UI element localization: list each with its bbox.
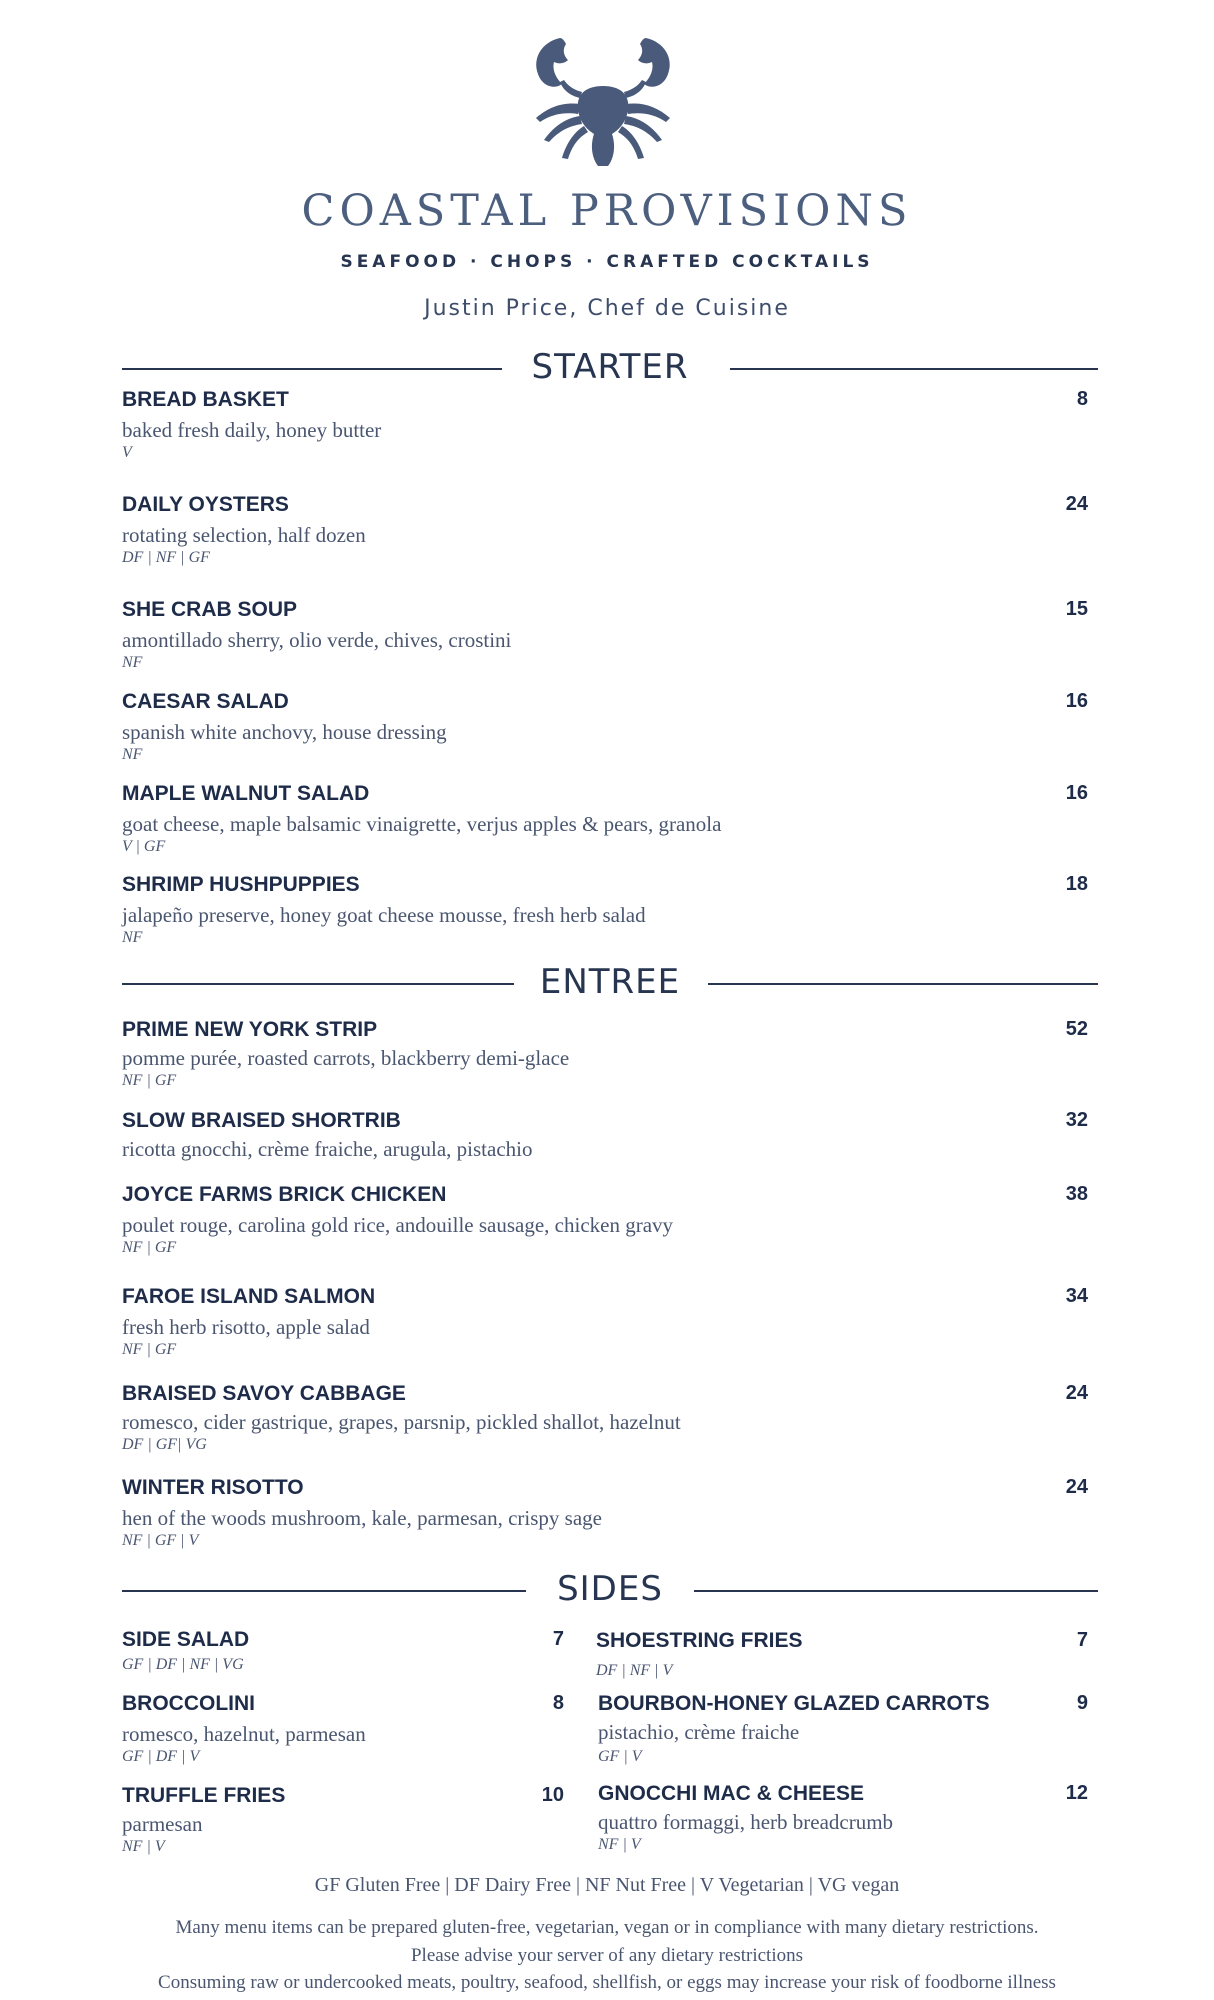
menu-item [122, 598, 1098, 682]
section-title-entree: ENTREE [539, 962, 681, 1002]
item-description: fresh herb risotto, apple salad [122, 1315, 370, 1339]
menu-item [598, 1692, 1088, 1776]
menu-item [122, 1692, 568, 1776]
menu-item [598, 1782, 1088, 1866]
item-name: JOYCE FARMS BRICK CHICKEN [122, 1183, 447, 1206]
menu-item [122, 1476, 1098, 1560]
item-dietary-tags: NF | GF | V [122, 1532, 199, 1549]
foodborne-illness-warning: Consuming raw or undercooked meats, poultry, seafood, shellfish, or eggs may increase your risk of foodborne illness [158, 1972, 1056, 1993]
item-price: 7 [552, 1628, 564, 1650]
item-price: 9 [1076, 1692, 1088, 1714]
item-dietary-tags: NF [122, 929, 143, 946]
menu-item [122, 1285, 1098, 1369]
item-price: 24 [1065, 1476, 1088, 1498]
item-name: SHE CRAB SOUP [122, 598, 298, 621]
menu-item [122, 1784, 568, 1868]
item-name: TRUFFLE FRIES [122, 1784, 286, 1807]
item-price: 15 [1065, 598, 1088, 620]
tagline: SEAFOOD · CHOPS · CRAFTED COCKTAILS [340, 252, 874, 272]
item-price: 18 [1065, 873, 1088, 895]
section-header-starter [122, 345, 1098, 391]
item-name: BROCCOLINI [122, 1692, 255, 1715]
item-dietary-tags: NF | GF [122, 1341, 177, 1358]
item-dietary-tags: GF | DF | NF | VG [122, 1656, 244, 1673]
item-name: GNOCCHI MAC & CHEESE [598, 1782, 865, 1805]
item-description: parmesan [122, 1812, 203, 1836]
section-title-starter: STARTER [531, 347, 689, 387]
item-description: romesco, cider gastrique, grapes, parsnip, pickled shallot, hazelnut [122, 1410, 681, 1434]
item-description: baked fresh daily, honey butter [122, 418, 382, 442]
divider-line [708, 983, 1098, 985]
item-price: 7 [1076, 1629, 1088, 1651]
divider-line [694, 1590, 1098, 1592]
item-dietary-tags: DF | NF | V [596, 1662, 673, 1679]
item-name: MAPLE WALNUT SALAD [122, 782, 370, 805]
menu-item [122, 388, 1098, 472]
item-dietary-tags: NF | GF [122, 1072, 177, 1089]
section-header-entree [122, 960, 1098, 1006]
item-description: pomme purée, roasted carrots, blackberry demi-glace [122, 1046, 570, 1070]
item-price: 16 [1065, 782, 1088, 804]
item-name: BREAD BASKET [122, 388, 289, 411]
item-name: WINTER RISOTTO [122, 1476, 304, 1499]
item-dietary-tags: V [122, 444, 132, 461]
item-description: romesco, hazelnut, parmesan [122, 1722, 366, 1746]
item-name: SIDE SALAD [122, 1628, 250, 1651]
menu-item [122, 690, 1098, 774]
item-dietary-tags: GF | DF | V [122, 1748, 200, 1765]
item-description: jalapeño preserve, honey goat cheese mousse, fresh herb salad [122, 903, 646, 927]
menu-item [122, 1183, 1098, 1267]
item-name: SLOW BRAISED SHORTRIB [122, 1109, 401, 1132]
item-dietary-tags: NF | V [122, 1838, 165, 1855]
item-price: 12 [1065, 1782, 1088, 1804]
item-dietary-tags: V | GF [122, 838, 166, 855]
item-name: SHRIMP HUSHPUPPIES [122, 873, 360, 896]
dietary-legend: GF Gluten Free | DF Dairy Free | NF Nut Free | V Vegetarian | VG vegan [314, 1874, 900, 1896]
item-price: 16 [1065, 690, 1088, 712]
item-description: quattro formaggi, herb breadcrumb [598, 1810, 894, 1834]
item-description: spanish white anchovy, house dressing [122, 720, 447, 744]
section-header-sides [122, 1567, 1098, 1613]
item-price: 8 [1076, 388, 1088, 410]
menu-item [122, 1628, 568, 1684]
item-dietary-tags: DF | GF| VG [122, 1436, 207, 1453]
item-name: PRIME NEW YORK STRIP [122, 1018, 378, 1041]
section-title-sides: SIDES [557, 1569, 663, 1609]
item-price: 38 [1065, 1183, 1088, 1205]
item-name: FAROE ISLAND SALMON [122, 1285, 376, 1308]
server-advisory: Please advise your server of any dietary restrictions [410, 1945, 803, 1966]
item-dietary-tags: NF | GF [122, 1239, 177, 1256]
menu-item [122, 1018, 1098, 1102]
item-description: rotating selection, half dozen [122, 523, 366, 547]
item-description: goat cheese, maple balsamic vinaigrette, verjus apples & pears, granola [122, 812, 722, 836]
menu-item [122, 493, 1098, 577]
restaurant-name: COASTAL PROVISIONS [301, 186, 913, 236]
item-price: 34 [1065, 1285, 1088, 1307]
item-name: DAILY OYSTERS [122, 493, 289, 516]
item-price: 8 [552, 1692, 564, 1714]
item-name: SHOESTRING FRIES [596, 1629, 803, 1652]
item-dietary-tags: DF | NF | GF [122, 549, 210, 566]
item-description: ricotta gnocchi, crème fraiche, arugula, pistachio [122, 1137, 533, 1161]
item-description: amontillado sherry, olio verde, chives, crostini [122, 628, 512, 652]
menu-item [596, 1629, 1088, 1685]
crab-icon [520, 34, 686, 170]
item-dietary-tags: NF | V [598, 1836, 641, 1853]
menu-item [122, 1382, 1098, 1466]
item-price: 32 [1065, 1109, 1088, 1131]
item-price: 24 [1065, 493, 1088, 515]
menu-item [122, 782, 1098, 866]
menu-item [122, 1109, 1098, 1169]
chef-name: Justin Price, Chef de Cuisine [424, 296, 790, 321]
item-description: pistachio, crème fraiche [598, 1720, 800, 1744]
item-price: 10 [541, 1784, 564, 1806]
dietary-note: Many menu items can be prepared gluten-free, vegetarian, vegan or in compliance with many dietary restrictions. [175, 1917, 1039, 1938]
item-description: poulet rouge, carolina gold rice, andouille sausage, chicken gravy [122, 1213, 674, 1237]
item-dietary-tags: GF | V [598, 1748, 642, 1765]
item-dietary-tags: NF [122, 654, 143, 671]
menu-item [122, 873, 1098, 957]
item-price: 52 [1065, 1018, 1088, 1040]
item-name: BRAISED SAVOY CABBAGE [122, 1382, 406, 1405]
item-description: hen of the woods mushroom, kale, parmesan, crispy sage [122, 1506, 602, 1530]
divider-line [730, 368, 1098, 370]
item-price: 24 [1065, 1382, 1088, 1404]
item-name: BOURBON-HONEY GLAZED CARROTS [598, 1692, 990, 1715]
item-dietary-tags: NF [122, 746, 143, 763]
item-name: CAESAR SALAD [122, 690, 289, 713]
